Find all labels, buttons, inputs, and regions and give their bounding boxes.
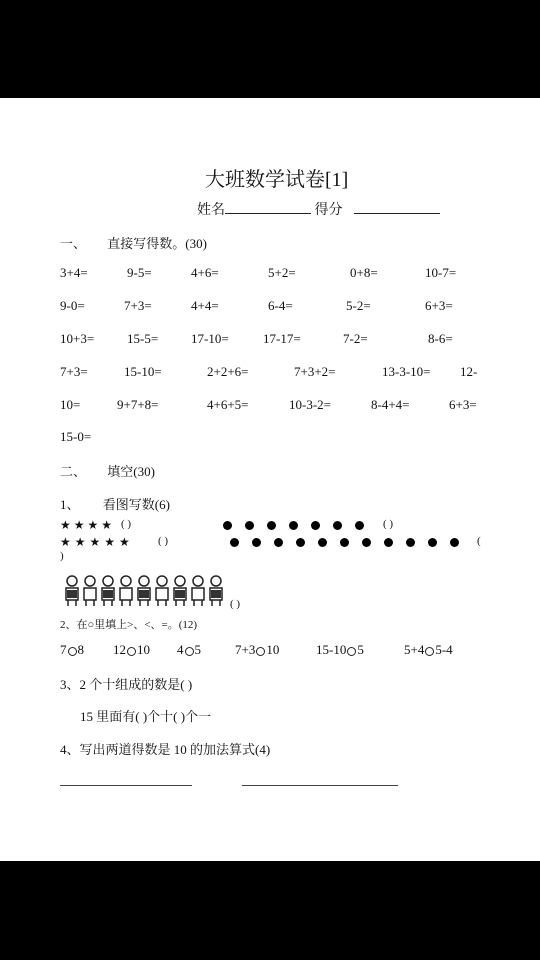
dot-icon: [274, 538, 283, 547]
compare-circle[interactable]: [425, 647, 434, 656]
name-blank[interactable]: [225, 199, 311, 214]
dot-icon: [318, 538, 327, 547]
problem: 10=: [60, 397, 81, 412]
score-blank[interactable]: [354, 199, 440, 214]
dot-icon: [296, 538, 305, 547]
problem: 6-4=: [268, 298, 293, 313]
problem: 13-3-10=: [382, 364, 431, 379]
answer-paren-close: ): [60, 550, 64, 562]
dot-icon: [333, 521, 342, 530]
dot-icon: [245, 521, 254, 530]
answer-paren: ( ): [121, 518, 132, 530]
problem: 4+6=: [191, 265, 219, 280]
problem: 7+3+2=: [294, 364, 336, 379]
q3-heading: 3、2 个十组成的数是( ): [60, 677, 193, 692]
section2-heading: [60, 461, 155, 480]
problem: 5+2=: [268, 265, 296, 280]
stars-row-2: ★★★★★: [60, 535, 134, 549]
answer-paren: ( ): [383, 518, 394, 530]
problem: 9+7+8=: [117, 397, 159, 412]
compare-circle[interactable]: [256, 647, 265, 656]
problem: 2+2+6=: [207, 364, 249, 379]
top-black-bar: [0, 0, 540, 98]
compare-left: 7+3: [235, 642, 256, 657]
problem: 7-2=: [343, 331, 368, 346]
answer-paren: ( ): [158, 535, 169, 547]
problem: 4+4=: [191, 298, 219, 313]
problem: 9-5=: [127, 265, 152, 280]
compare-left: 7: [60, 642, 67, 657]
problem: 17-10=: [191, 331, 229, 346]
compare-left: 5+4: [404, 642, 425, 657]
section1-num: 一、: [60, 236, 87, 251]
problem: 10+3=: [60, 331, 95, 346]
problem: 3+4=: [60, 265, 88, 280]
stars-row-1: ★★★★: [60, 518, 116, 532]
name-label: 姓名: [197, 203, 225, 218]
q1-heading: [60, 494, 170, 513]
compare-circle[interactable]: [185, 647, 194, 656]
section1-text: 直接写得数。(30): [107, 236, 207, 251]
q3-sub: 15 里面有( )个十( )个一: [80, 709, 212, 724]
compare-item: [177, 642, 201, 658]
compare-item: [113, 642, 150, 658]
q4-heading: 4、写出两道得数是 10 的加法算式(4): [60, 742, 271, 757]
cartoon-figures-image: [62, 572, 224, 608]
compare-right: 5: [194, 642, 201, 657]
answer-paren-open: (: [477, 535, 481, 547]
problem: 10-7=: [425, 265, 457, 280]
dot-icon: [267, 521, 276, 530]
dot-icon: [355, 521, 364, 530]
name-field: [197, 199, 440, 219]
problem: 0+8=: [350, 265, 378, 280]
answer-line[interactable]: [60, 785, 192, 786]
compare-circle[interactable]: [68, 647, 77, 656]
dot-icon: [450, 538, 459, 547]
compare-circle[interactable]: [127, 647, 136, 656]
section2-num: 二、: [60, 464, 87, 479]
problem: 15-0=: [60, 429, 92, 444]
problem: 17-17=: [263, 331, 301, 346]
compare-item: [60, 642, 84, 658]
problem: 9-0=: [60, 298, 85, 313]
page-title: 大班数学试卷[1]: [205, 169, 349, 191]
dot-icon: [428, 538, 437, 547]
section1-heading: [60, 233, 207, 252]
dot-icon: [223, 521, 232, 530]
dot-icon: [340, 538, 349, 547]
compare-right: 5-4: [435, 642, 453, 657]
q2-heading: 2、在○里填上>、<、=。(12): [60, 619, 198, 631]
answer-paren: ( ): [230, 598, 241, 610]
problem: 10-3-2=: [289, 397, 331, 412]
compare-right: 10: [137, 642, 150, 657]
problem: 12-: [460, 364, 478, 379]
problem: 6+3=: [449, 397, 477, 412]
compare-left: 15-10: [316, 642, 347, 657]
problem: 8-4+4=: [371, 397, 410, 412]
score-label: 得分: [314, 203, 343, 218]
dot-icon: [384, 538, 393, 547]
q1-label: 1、: [60, 497, 80, 512]
compare-circle[interactable]: [347, 647, 356, 656]
section2-text: 填空(30): [107, 464, 155, 479]
compare-item: [235, 642, 279, 658]
dot-icon: [289, 521, 298, 530]
dot-icon: [362, 538, 371, 547]
compare-left: 4: [177, 642, 184, 657]
dot-icon: [406, 538, 415, 547]
problem: 15-5=: [127, 331, 159, 346]
compare-right: 8: [77, 642, 84, 657]
q1-text: 看图写数(6): [102, 497, 170, 512]
problem: 5-2=: [346, 298, 371, 313]
compare-item: [404, 642, 453, 658]
compare-left: 12: [113, 642, 126, 657]
compare-right: 10: [266, 642, 280, 657]
dot-icon: [311, 521, 320, 530]
problem: 6+3=: [425, 298, 453, 313]
compare-right: 5: [357, 642, 364, 657]
dot-icon: [230, 538, 239, 547]
problem: 4+6+5=: [207, 397, 249, 412]
answer-line[interactable]: [242, 785, 398, 786]
compare-item: [316, 642, 364, 658]
problem: 8-6=: [428, 331, 453, 346]
dot-icon: [252, 538, 261, 547]
problem: 15-10=: [124, 364, 162, 379]
bottom-black-bar: [0, 861, 540, 960]
problem: 7+3=: [60, 364, 88, 379]
problem: 7+3=: [124, 298, 152, 313]
